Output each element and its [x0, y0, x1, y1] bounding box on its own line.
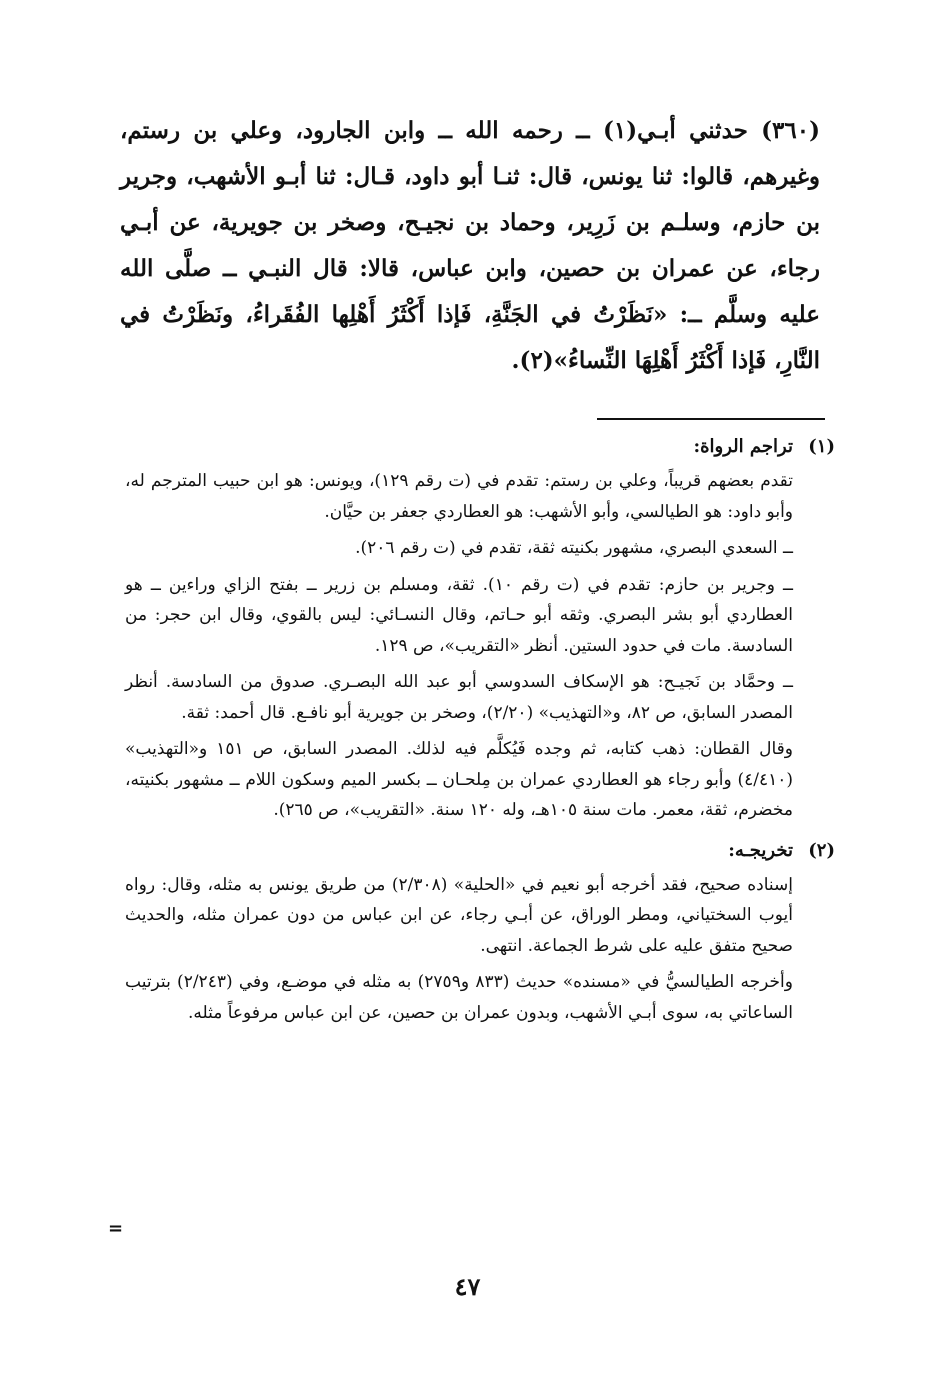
footnote-heading [125, 836, 835, 870]
hadith-paragraph: (٣٦٠) حدثني أبـي(١) ــ رحمه الله ــ وابن الجارود، وعلي بن رستم، وغيرهم، قالوا: ثنا يونس، قال: ثنـا أبو داود، قـال: ثنا أبـو الأشهب، وجرير بن حازم، وسلـم بن زَرِير، وحماد بن نجيـح، وصخر بن جويرية، عن أبـي رجاء، عن عمران بن حصين، وابن عباس، قالا: قال النبـي ــ صلَّى الله عليه وسلَّم ــ: «نَظَرْتُ في الجَنَّةِ، فَإذا أَكْثَرُ أَهْلِها الفُقَراءُ، ونَظَرْتُ في النَّارِ، فَإذا أَكْثَرُ أَهْلِهَا النِّساءُ»(٢). [120, 117, 820, 374]
footnotes [125, 432, 835, 1028]
page-number: ٤٧ [454, 1272, 481, 1301]
footnote-paragraph: وقال القطان: ذهب كتابه، ثم وجده فَيُكلَّم فيه لذلك. المصدر السابق، ص ١٥١ و«التهذيب» (٤/٤١٠) وأبو رجاء هو العطاردي عمران بن مِلحـان ــ بكسر الميم وسكون اللام ــ مشهور بكنيته، مخضرم، ثقة، معمر. مات سنة ١٠٥هـ، وله ١٢٠ سنة. «التقريب»، ص ٢٦٥). [125, 739, 793, 820]
footnote-paragraph: ــ وحمَّاد بن نَجيـح: هو الإسكاف السدوسي أبو عبد الله البصـري. صدوق من السادسة. أنظر المصدر السابق، ص ٨٢، و«التهذيب» (٢/٢٠)، وصخر بن جويرية أبو نافـع. قال أحمد: ثقة. [125, 672, 793, 723]
footnote-title: تخريجـه: [728, 839, 793, 861]
footnote-narrators [125, 432, 835, 826]
footnote-heading [125, 432, 835, 466]
footnote-number: (١) [808, 436, 835, 457]
footnote-body [125, 466, 793, 826]
footnote-separator [597, 418, 825, 420]
hadith-text [120, 108, 820, 384]
footnote-paragraph: تقدم بعضهم قريباً، وعلي بن رستم: تقدم في (ت رقم ١٢٩)، ويونس: هو ابن حبيب المترجم له، وأبو داود: هو الطيالسي، وأبو الأشهب: هو العطاردي جعفر بن حيَّان. [125, 471, 793, 522]
footnote-paragraph: ــ السعدي البصري، مشهور بكنيته ثقة، تقدم في (ت رقم ٢٠٦). [355, 538, 793, 558]
footnote-paragraph: ــ وجرير بن حازم: تقدم في (ت رقم ١٠). ثقة، ومسلم بن زرير ــ بفتح الزاي وراءين ــ هو العطاردي أبو بشر البصري. وثقه أبو حـاتم، وقال النسـائي: ليس بالقوي، وقال ابن حجر: من السادسة. مات في حدود الستين. أنظر «التقريب»، ص ١٢٩. [125, 574, 793, 656]
continuation-mark: = [108, 1218, 124, 1239]
footnote-takhrij [125, 836, 835, 1029]
footnote-title: تراجم الرواة: [693, 436, 793, 457]
footnote-body [125, 870, 793, 1029]
footnote-paragraph: وأخرجه الطيالسيُّ في «مسنده» حديث (٨٣٣ و٢٧٥٩) به مثله في موضـع، وفي (٢/٢٤٣) بترتيب الساعاتي به، سوى أبـي الأشهب، وبدون عمران بن حصين، عن ابن عباس مرفوعاً مثله. [125, 972, 793, 1023]
footnote-paragraph: إسناده صحيح، فقد أخرجه أبو نعيم في «الحلية» (٢/٣٠٨) من طريق يونس به مثله، وقال: رواه أيوب السختياني، ومطر الوراق، عن أبـي رجاء، عن ابن عباس من دون عمران مثله، والحديث صحيح متفق عليه على شرط الجماعة. انتهى. [125, 874, 793, 956]
footnote-number: (٢) [808, 839, 835, 861]
